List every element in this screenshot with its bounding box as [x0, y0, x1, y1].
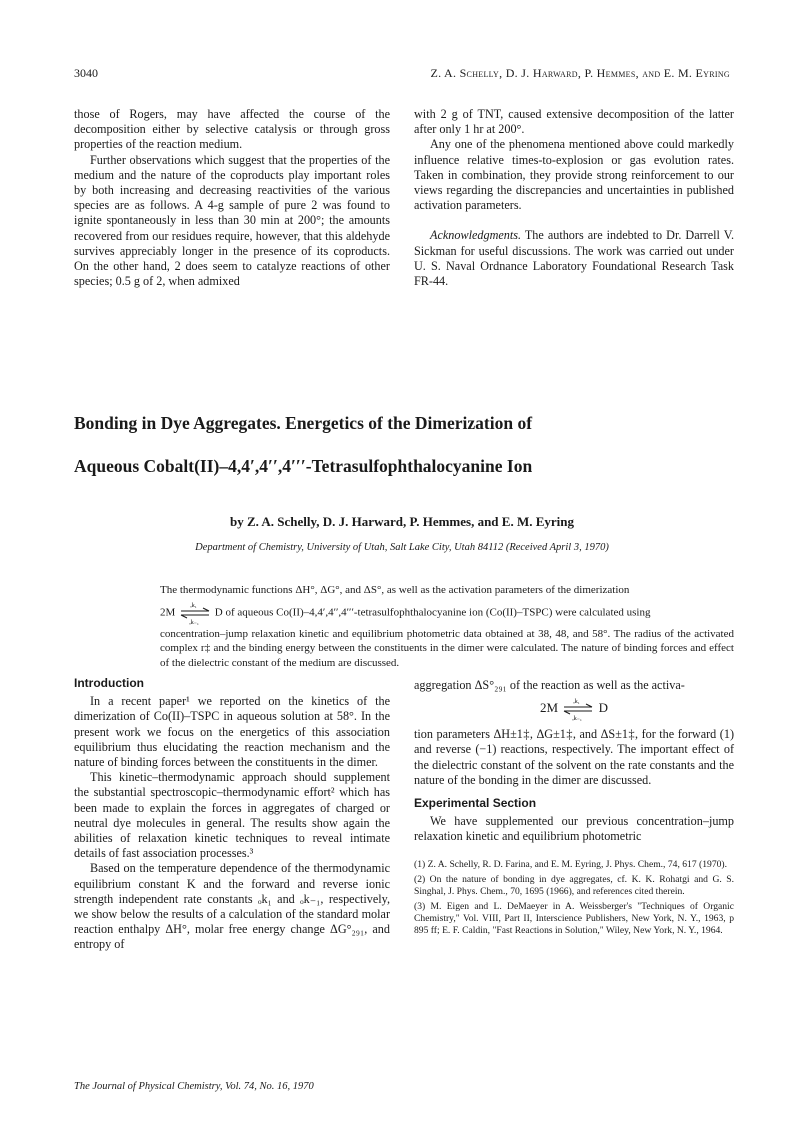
authors: by Z. A. Schelly, D. J. Harward, P. Hemmes, and E. M. Eyring [229, 514, 575, 529]
eq-left: 2M [160, 606, 176, 619]
footnotes [414, 859, 734, 937]
section-heading-experimental: Experimental Section [414, 796, 537, 811]
paragraph: We have supplemented our previous concentration–jump relaxation kinetic and equilibrium photometric [414, 814, 734, 844]
k-reverse-label: ₒk₋₁ [189, 619, 200, 625]
paragraph: tion parameters ΔH±1‡, ΔG±1‡, and ΔS±1‡, for the forward (1) and reverse (−1) reactions, respectively. The important effect of the dielectric constant of the solvent on the rate constants and the nature of the bonding in the dimer are discussed. [414, 727, 734, 787]
paragraph: Any one of the phenomena mentioned above could markedly influence relative times-to-explosion or gas evolution rates. Taken in combination, they provide strong reinforcement to our views regarding the discrepancies and uncertainties in published activation parameters. [414, 137, 734, 213]
paragraph: aggregation ΔS°₂₉₁ of the reaction as well as the activa- [414, 678, 685, 692]
paragraph: those of Rogers, may have affected the course of the decomposition either by selective catalysis or through gross properties of the reaction medium. [74, 107, 390, 152]
paragraph: Further observations which suggest that the properties of the medium and the nature of the coproducts play important roles by both increasing and decreasing reactivities of the various species are as follows. A 4-g sample of pure 2 was found to ignite spontaneously in less than 30 min at 200°; the amounts recovered from our residues require, however, that this aldehyde survives appreciably longer in the presence of its coproducts. On the other hand, 2 does seem to catalyze reactions of other species; 0.5 g of 2, when admixed [74, 152, 390, 289]
eq-right: D of aqueous Co(II)–4,4′,4′′,4′′′-tetrasulfophthalocyanine ion (Co(II)–TSPC) were calculated using [214, 606, 651, 619]
eq-right: D [598, 700, 608, 716]
equilibrium-arrows-icon [561, 697, 595, 721]
paragraph: Based on the temperature dependence of the thermodynamic equilibrium constant K and the forward and reverse ionic strength independent rate constants ₒk₁ and ₒk₋₁, respectively, we show below the results of a calculation of the standard molar reaction enthalpy ΔH°, molar free energy change ΔG°₂₉₁, and entropy of [74, 861, 390, 952]
eq-left: 2M [540, 700, 559, 716]
footnote: (3) M. Eigen and L. DeMaeyer in A. Weissberger's "Techniques of Organic Chemistry," Vol. VIII, Part II, Interscience Publishers, New York, N. Y., 1963, p 895 ff; E. F. Caldin, "Fast Reactions in Solution," Wiley, New York, N. Y., 1964. [414, 901, 734, 936]
affiliation: Department of Chemistry, University of Utah, Salt Lake City, Utah 84112 (Received April 3, 1970) [195, 542, 609, 553]
abstract-equation-line [160, 601, 734, 625]
article-title-line-1: Bonding in Dye Aggregates. Energetics of the Dimerization of [74, 413, 533, 433]
abstract-line-1: The thermodynamic functions ΔH°, ΔG°, and ΔS°, as well as the activation parameters of the dimerization [160, 584, 630, 596]
top-right-column [414, 107, 734, 289]
running-head: Z. A. Schelly, D. J. Harward, P. Hemmes, and E. M. Eyring [430, 66, 730, 80]
abstract-rest: concentration–jump relaxation kinetic and equilibrium photometric data obtained at 38, 48, and 58°. The radius of the activated complex r‡ and the binding energy between the constituents in the dimer were calculated. The nature of binding forces and effect of the dielectric constant of the medium are discussed. [160, 627, 734, 669]
lower-left-column [74, 676, 390, 953]
k-reverse-label: ₒk₋₁ [572, 716, 583, 722]
k-forward-label: ₒk₁ [573, 699, 581, 706]
top-left-column [74, 107, 390, 289]
ack-text: The authors are indebted to Dr. Darrell V. Sickman for useful discussions. The work was carried out under U. S. Naval Ordnance Laboratory Foundational Research Task FR-44. [414, 228, 734, 289]
ack-label: Acknowledgments. [430, 228, 522, 243]
abstract [160, 583, 734, 670]
footnote: (2) On the nature of bonding in dye aggregates, cf. K. K. Rohatgi and G. S. Singhal, J. Phys. Chem., 70, 1695 (1966), and references cited therein. [414, 874, 734, 897]
article-title-line-2: Aqueous Cobalt(II)–4,4′,4′′,4′′′-Tetrasulfophthalocyanine Ion [74, 456, 533, 476]
section-heading-introduction: Introduction [74, 676, 144, 690]
footnote: (1) Z. A. Schelly, R. D. Farina, and E. M. Eyring, J. Phys. Chem., 74, 617 (1970). [414, 858, 728, 870]
paragraph: with 2 g of TNT, caused extensive decomposition of the latter after only 1 hr at 200°. [414, 107, 734, 137]
lower-right-column [414, 678, 734, 940]
paragraph: In a recent paper¹ we reported on the kinetics of the dimerization of Co(II)–TSPC in aqueous solution at 58°. In the present work we focus on the energetics of this association equilibrium thus elucidating the reaction mechanism and the nature of binding forces between the constituents in the dimer. [74, 694, 390, 770]
paragraph: This kinetic–thermodynamic approach should supplement the substantial spectroscopic–thermodynamic effort² which has been made to explain the forces in aggregates of charged or neutral dye molecules in general. The results show again the abilities of relaxation kinetic techniques to reveal intimate details of fast association processes.³ [74, 770, 390, 861]
journal-footer: The Journal of Physical Chemistry, Vol. 74, No. 16, 1970 [74, 1081, 314, 1092]
dimerization-equation [414, 697, 734, 721]
equilibrium-arrows-icon [178, 601, 212, 625]
page-number: 3040 [74, 66, 98, 80]
k-forward-label: ₒk₁ [190, 602, 197, 609]
acknowledgments [414, 228, 734, 289]
